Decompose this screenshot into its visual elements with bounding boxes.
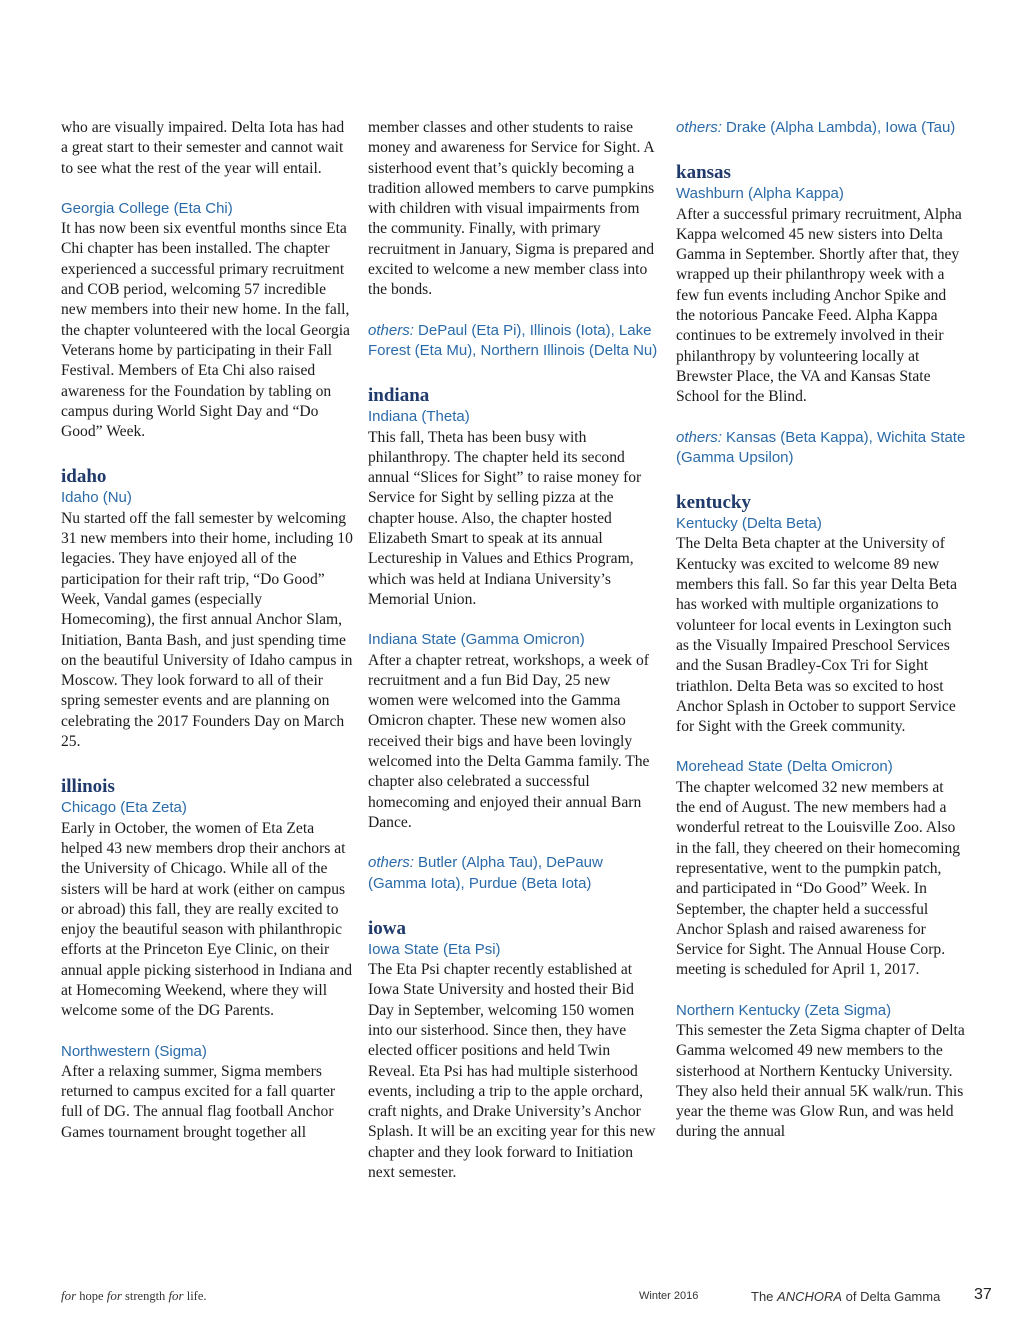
others-text: Kansas (Beta Kappa), Wichita State (Gamma Upsilon) bbox=[676, 428, 966, 466]
others-label: others: bbox=[676, 119, 722, 136]
paragraph: The Delta Beta chapter at the University of Kentucky was excited to welcome 89 new members this fall. So far this year Delta Beta has worked with multiple organizations to volunteer for local events in Lexington such as the Visually Impaired Preschool Services and the Susan Bradley-Cox Tri for Sight triathlon. Delta Beta was so excited to host Anchor Splash in October to support Service for Sight with the Greek community. bbox=[676, 535, 958, 736]
state-heading: illinois bbox=[61, 776, 115, 798]
chapter-name: Iowa State (Eta Psi) bbox=[368, 940, 501, 958]
paragraph: member classes and other students to raise money and awareness for Service for Sight. A sisterhood event that’s quickly becoming a tradition allowed members to carve pumpkins with children with visual impairments from the community. Finally, with primary recruitment in January, Sigma is prepared and excited to welcome a new member class into the bonds. bbox=[368, 119, 655, 299]
column-3 bbox=[676, 118, 966, 1143]
others-list bbox=[676, 428, 966, 469]
magazine-title bbox=[751, 1289, 940, 1304]
tagline-for: for bbox=[106, 1288, 122, 1303]
state-heading: idaho bbox=[61, 466, 107, 488]
chapter-name: Indiana State (Gamma Omicron) bbox=[368, 631, 585, 649]
paragraph: After a successful primary recruitment, Alpha Kappa welcomed 45 new sisters into Delta Gamma in September. Shortly after that, they wrapped up their philanthropy week with a few fun events including Anchor Spike and the notorious Pancake Feed. Alpha Kappa continues to be extremely involved in their philanthropy by volunteering locally at Brewster Place, the VA and Kansas State School for the Blind. bbox=[676, 205, 962, 406]
tagline-hope: hope bbox=[79, 1289, 104, 1303]
chapter-name: Northern Kentucky (Zeta Sigma) bbox=[676, 1001, 892, 1019]
chapter-name: Washburn (Alpha Kappa) bbox=[676, 185, 844, 203]
chapter-name: Northwestern (Sigma) bbox=[61, 1042, 207, 1060]
footer-tagline bbox=[61, 1288, 207, 1304]
state-heading: iowa bbox=[368, 917, 406, 939]
paragraph: The chapter welcomed 32 new members at the end of August. The new members had a wonderful retreat to the Louisville Zoo. Also in the fall, they cheered on their homecoming representative, went to the pumpkin patch, and participated in “Do Good” Week. In September, the chapter held a successful Anchor Splash and raised awareness for Service for Sight. The Annual House Corp. meeting is scheduled for April 1, 2017. bbox=[676, 778, 961, 979]
chapter-name: Morehead State (Delta Omicron) bbox=[676, 758, 893, 776]
mag-rest: of Delta Gamma bbox=[845, 1289, 941, 1304]
paragraph: It has now been six eventful months since Eta Chi chapter has been installed. The chapter experienced a successful primary recruitment and COB period, welcoming 57 incredible new members into their new home. In the fall, the chapter volunteered with the local Georgia Veterans home by participating in their Fall Festival. Members of Eta Chi also raised awareness for the Foundation by tabling on campus during World Sight Day and “Do Good” Week. bbox=[61, 220, 350, 441]
others-list bbox=[368, 321, 660, 362]
paragraph: After a relaxing summer, Sigma members returned to campus excited for a fall quarter full of DG. The annual flag football Anchor Games tournament brought together all bbox=[61, 1062, 336, 1141]
paragraph: Early in October, the women of Eta Zeta helped 43 new members drop their anchors at the University of Chicago. While all of the sisters will be hard at work (either on campus or abroad) this fall, they are really excited to enjoy the beautiful season with philanthropic efforts at the Princeton Eye Clinic, on their annual apple picking sisterhood in Indiana and at Homecoming Weekend, where they will welcome some of the DG Parents. bbox=[61, 819, 353, 1020]
chapter-name: Chicago (Eta Zeta) bbox=[61, 799, 187, 817]
chapter-name: Indiana (Theta) bbox=[368, 408, 470, 426]
paragraph: who are visually impaired. Delta Iota has had a great start to their semester and cannot wait to see what the rest of the year will entail. bbox=[61, 119, 345, 177]
chapter-name: Idaho (Nu) bbox=[61, 489, 132, 507]
tagline-life: life. bbox=[186, 1289, 207, 1303]
others-list bbox=[676, 118, 966, 138]
paragraph: The Eta Psi chapter recently established at Iowa State University and hosted their Bid Day in September, welcoming 150 women into our sisterhood. Since then, they have elected officer positions and held Twin Reveal. Eta Psi has had multiple sisterhood events, including a trip to the apple orchard, craft nights, and Drake University’s Anchor Splash. It will be an exciting year for this new chapter and they look forward to Initiation next semester. bbox=[368, 961, 656, 1182]
state-heading: kansas bbox=[676, 162, 731, 184]
column-2 bbox=[368, 118, 660, 1183]
chapter-name: Kentucky (Delta Beta) bbox=[676, 515, 822, 533]
others-list bbox=[368, 853, 660, 894]
paragraph: This semester the Zeta Sigma chapter of Delta Gamma welcomed 49 new members to the sisterhood at Northern Kentucky University. They also held their annual 5K walk/run. This year the theme was Glow Run, and was held during the annual bbox=[676, 1021, 965, 1141]
state-heading: kentucky bbox=[676, 492, 751, 514]
paragraph: This fall, Theta has been busy with philanthropy. The chapter held its second annual “Slices for Sight” to raise money for Service for Sight by selling pizza at the chapter house. Also, the chapter hosted Elizabeth Smart to speak at its annual Lectureship in Values and Ethics Program, which was held at Indiana University’s Memorial Union. bbox=[368, 428, 642, 608]
tagline-for: for bbox=[168, 1288, 184, 1303]
paragraph: Nu started off the fall semester by welcoming 31 new members into their home, including 10 legacies. They have enjoyed all of the participation for their raft trip, “Do Good” Week, Vandal games (especially Homecoming), the first annual Anchor Slam, Initiation, Banta Bash, and just spending time on the beautiful University of Idaho campus in Moscow. They look forward to all of their spring semester events and are planning on celebrating the 2017 Founders Day on March 25. bbox=[61, 509, 353, 751]
chapter-name: Georgia College (Eta Chi) bbox=[61, 199, 233, 217]
state-heading: indiana bbox=[368, 385, 430, 407]
others-text: Butler (Alpha Tau), DePauw (Gamma Iota), Purdue (Beta Iota) bbox=[368, 854, 603, 892]
page-footer bbox=[61, 1286, 992, 1308]
others-label: others: bbox=[368, 854, 414, 872]
column-1 bbox=[61, 118, 353, 1143]
tagline-strength: strength bbox=[125, 1289, 166, 1303]
paragraph: After a chapter retreat, workshops, a week of recruitment and a fun Bid Day, 25 new women were welcomed into the Gamma Omicron chapter. These new women also received their bigs and have been lovingly welcomed into the Delta Gamma family. The chapter also celebrated a successful homecoming and enjoyed their annual Barn Dance. bbox=[368, 651, 650, 831]
others-text: Drake (Alpha Lambda), Iowa (Tau) bbox=[726, 119, 956, 136]
others-text: DePaul (Eta Pi), Illinois (Iota), Lake Forest (Eta Mu), Northern Illinois (Delta Nu) bbox=[368, 321, 658, 359]
issue-season: Winter 2016 bbox=[639, 1290, 699, 1302]
others-label: others: bbox=[368, 321, 414, 339]
mag-the: The bbox=[751, 1289, 774, 1304]
tagline-for: for bbox=[61, 1288, 77, 1303]
mag-name: ANCHORA bbox=[777, 1289, 843, 1304]
others-label: others: bbox=[676, 428, 722, 446]
page-number: 37 bbox=[974, 1286, 992, 1303]
